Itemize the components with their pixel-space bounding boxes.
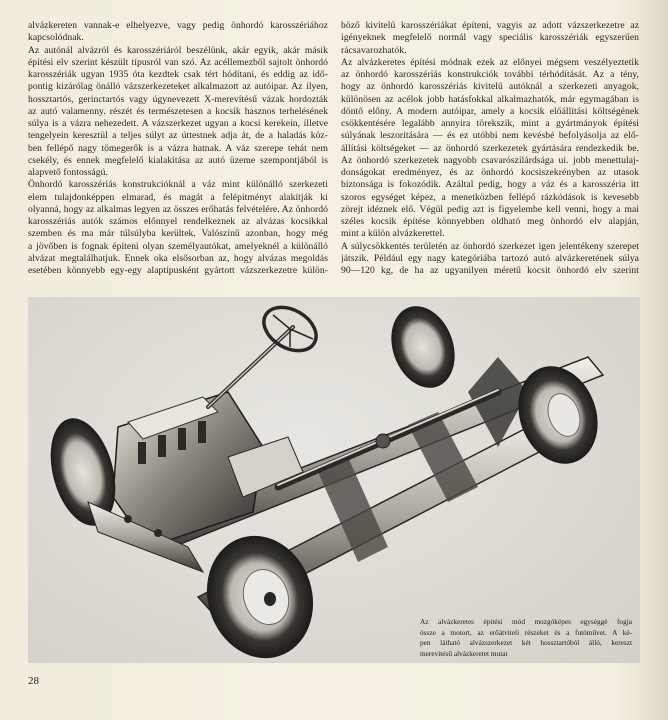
text-line: Önhordó karosszériás konstrukcióknál a váz mint különálló szerkezeti <box>28 179 328 191</box>
text-line: az autó valamenny. részét és természetesen a kocsik hasznos terhelésének <box>28 105 328 117</box>
text-line: széles kocsik építése könnyebben oldható meg önhordó elv alapján, <box>341 216 639 227</box>
text-line: olyanná, hogy az alkalmas legyen az összes erőhatás felvételére. Az önhordó <box>28 203 328 215</box>
chassis-illustration <box>28 297 640 663</box>
text-line: ben fellépő nagy tömegerők is a vázra hatnak. A váz szerepe tehát nem <box>28 142 328 154</box>
text-line: Az alvázkeretes építési mód mozgóképes egységgé fogja <box>420 617 632 626</box>
text-line: állítási költségeket — az önhordó szerkezetek gyártására rendezkedik be. <box>341 142 639 154</box>
text-line: építési elv szerint készült típusról van szó. Az acéllemezből sajtolt önhordó <box>28 56 328 68</box>
text-line: a jövőben is fognak építeni olyan személyautókat, amelyeknél a különálló <box>28 240 328 252</box>
chassis-photo <box>28 297 640 663</box>
figure-caption <box>420 617 632 659</box>
text-line: A súlycsökkentés területén az önhordó szerkezet igen jelentékeny szerepet <box>341 240 639 252</box>
text-line: kapcsolódnak. <box>28 32 84 44</box>
text-line: össze a motort, az erőátviteli részeket és a futóművet. A ké- <box>420 627 632 637</box>
text-line: alapvető fontosságú. <box>28 167 108 178</box>
text-line: esetében könnyebb egy-egy alaptípusként gyártott vázszerkezetre külön- <box>28 265 328 276</box>
text-line: különösen az acélok jobb hatásfokkal alkalmazhatók, már egymagában is <box>341 93 639 105</box>
steering-wheel <box>208 299 324 407</box>
text-line: elem tulajdonképpen elmarad, és magát a felépítményt alakítják ki <box>28 191 328 203</box>
text-line: hogy az önhordó karosszériás kivitelű autóknál a szerkezeti anyagok, <box>341 81 639 93</box>
right-text-column <box>341 20 639 277</box>
text-line: súlyának leszorítására — és ez utóbbi nem kevésbé befolyásolja az elő- <box>341 130 639 142</box>
page-number: 28 <box>28 675 39 687</box>
text-line: szoros egységet képez, a menetközben fellépő rázkódások is kevesebb <box>341 191 639 203</box>
text-line: 90—120 kg, de ha az ugyanilyen méretű kocsit önhordó elv szerint <box>341 265 639 276</box>
text-line: karosszériák ugyan 1935 óta kezdtek csak tért hódítani, és eddig az idő- <box>28 69 328 80</box>
text-line: donságokat eredményez, és az önhordó kocsiszekrényben az utasok <box>341 167 639 178</box>
text-line: alvázkereten vannak-e elhelyezve, vagy pedig önhordó karosszériához <box>28 20 328 31</box>
left-text-column <box>28 20 328 277</box>
text-line: igényeknek megfelelő normál vagy speciális karosszériák egyszerűen <box>341 32 639 44</box>
text-line: Az alvázkeretes építési módnak ezek az előnyei mégsem veszélyeztetik <box>341 56 639 68</box>
text-line: merevítésű alvázkeretet mutat <box>420 648 508 658</box>
text-line: tengelyein keresztül a teljes súlyt az úttestnek adja át, de a haladás köz- <box>28 130 328 142</box>
text-line: súlya is a vázra nehezedett. A vázszerkezet ugyan a kocsi kerekein, illetve <box>28 118 328 129</box>
text-line: hossztartós, gerinctartós vagy úgynevezett X-merevítésű vázak hordozták <box>28 93 328 105</box>
text-line: az önhordó karosszériás konstrukciók további térhódítását. Az a tény, <box>341 69 639 80</box>
text-line: rácsavarozhatók. <box>341 44 407 56</box>
text-line: pontig kizárólag önálló vázszerkezeteket alkalmazott az autóipar. Az ilyen, <box>28 81 328 93</box>
text-line: pen látható alvázszerkezet két hossztartóból álló, kereszt <box>420 638 632 647</box>
text-line: zörejt idéznek elő. Végül pedig azt is figyelembe kell venni, hogy a mai <box>341 203 639 215</box>
text-line: csekély, és ennek megfelelő kialakítása az autó üzeme szempontjából is <box>28 154 328 166</box>
text-line: karosszériás autók számos előnnyel rendelkeznek az alvázas kocsikkal <box>28 216 328 227</box>
text-line: játszik. Például egy nagy kategóriába tartozó autó alvázkeretének súlya <box>341 252 639 264</box>
text-line: Az autónál alvázról és karosszériáról beszélünk, akár egyik, akár másik <box>28 44 328 56</box>
text-line: alvázat megtalálhatjuk. Ennek oka elsősorban az, hogy alvázas megoldás <box>28 252 328 264</box>
text-line: csökkentésére legalább annyira törekszik, mint a gyártmányok építési <box>341 118 639 129</box>
text-line: Az önhordó szerkezetek nagyobb csavarószilárdsága ui. jobb menettulaj- <box>341 154 639 166</box>
engine <box>113 392 303 547</box>
text-line: böző kivitelű karosszériákat építeni, vagyis az adott vázszerkezetre az <box>341 20 639 31</box>
text-line: mint a külön alvázkerettel. <box>341 228 445 240</box>
text-line: döntő előny. A modern autóipar, amely a kocsik előállítási költségének <box>341 105 639 117</box>
text-line: szemben és ma már túlsúlyba kerültek. Valószínű azonban, hogy még <box>28 228 328 240</box>
text-line: biztonsága is fokozódik. Azáltal pedig, hogy a váz és a karosszéria itt <box>341 179 639 191</box>
